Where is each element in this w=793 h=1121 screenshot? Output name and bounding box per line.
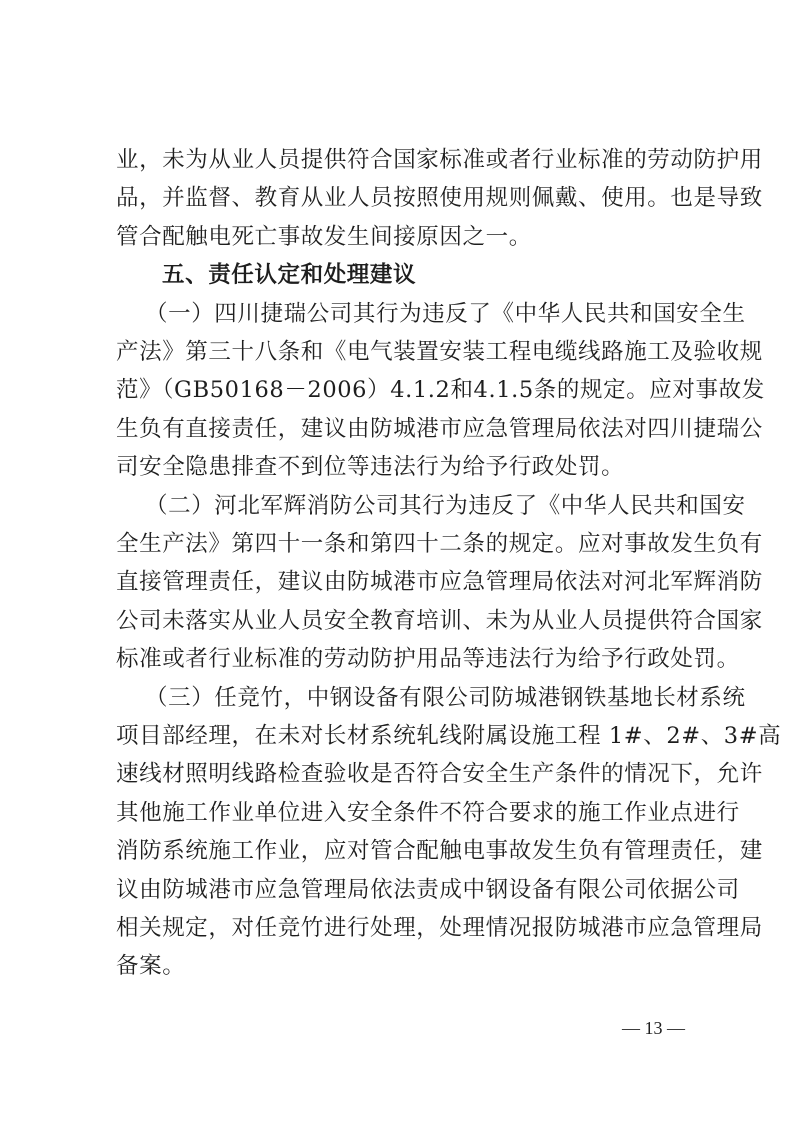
paragraph-line: 消防系统施工作业，应对管合配触电事故发生负有管理责任，建 [116,838,763,865]
paragraph-line: 业，未为从业人员提供符合国家标准或者行业标准的劳动防护用 [116,147,763,173]
paragraph-line: 备案。 [116,953,186,980]
paragraph-line: 司安全隐患排查不到位等违法行为给予行政处罚。 [116,454,625,481]
paragraph-line: 品，并监督、教育从业人员按照使用规则佩戴、使用。也是导致 [116,185,763,212]
paragraph-line: 全生产法》第四十一条和第四十二条的规定。应对事故发生负有 [116,531,763,557]
paragraph-line: （二）河北军辉消防公司其行为违反了《中华人民共和国安 [145,492,746,519]
paragraph-line: 产法》第三十八条和《电气装置安装工程电缆线路施工及验收规 [116,339,763,365]
paragraph-line: （三）任竞竹，中钢设备有限公司防城港钢铁基地长材系统 [145,684,746,711]
paragraph-line: 生负有直接责任，建议由防城港市应急管理局依法对四川捷瑞公 [116,415,763,442]
paragraph-line: 范》（GB50168－2006）4.1.2和4.1.5条的规定。应对事故发 [116,377,765,404]
paragraph-line: 其他施工作业单位进入安全条件不符合要求的施工作业点进行 [116,799,740,826]
paragraph-line: 标准或者行业标准的劳动防护用品等违法行为给予行政处罚。 [116,646,740,673]
paragraph-line: 直接管理责任，建议由防城港市应急管理局依法对河北军辉消防 [116,569,763,596]
page-number: — 13 — [622,1018,685,1038]
section-heading: 五、责任认定和处理建议 [162,262,417,289]
paragraph-line: 相关规定，对任竞竹进行处理，处理情况报防城港市应急管理局 [116,915,763,941]
paragraph-line: 速线材照明线路检查验收是否符合安全生产条件的情况下，允许 [116,761,763,788]
paragraph-line: 公司未落实从业人员安全教育培训、未为从业人员提供符合国家 [116,607,763,634]
paragraph-line: 项目部经理，在未对长材系统轧线附属设施工程 1#、2#、3#高 [116,723,782,749]
paragraph-line: 管合配触电死亡事故发生间接原因之一。 [116,223,532,250]
paragraph-line: （一）四川捷瑞公司其行为违反了《中华人民共和国安全生 [145,300,746,327]
paragraph-line: 议由防城港市应急管理局依法责成中钢设备有限公司依据公司 [116,876,740,903]
